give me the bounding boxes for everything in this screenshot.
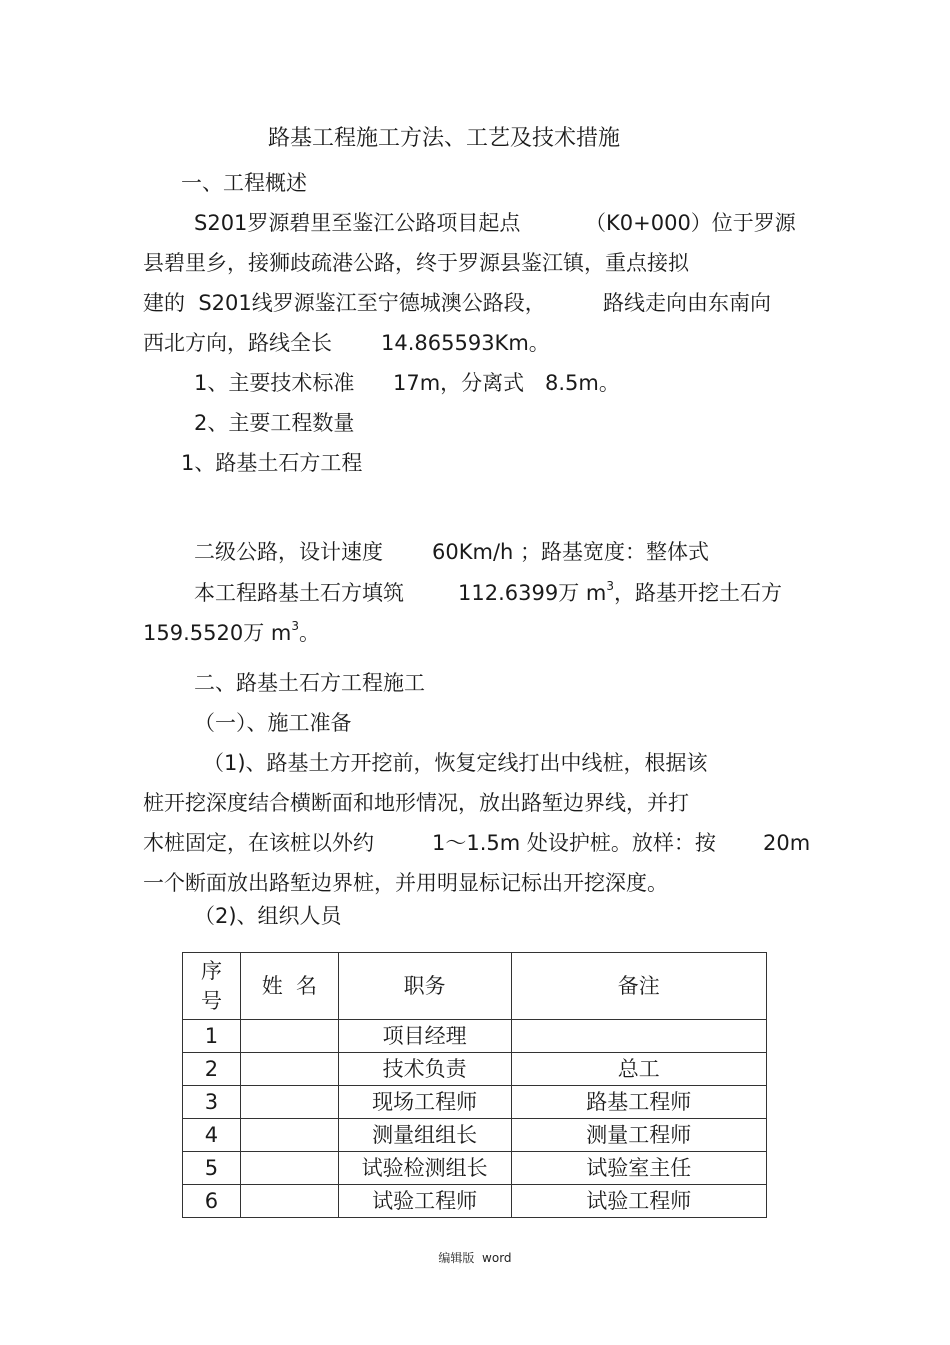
cell-role: 试验检测组长 bbox=[338, 1152, 511, 1185]
header-seq bbox=[183, 953, 241, 1020]
excavation-volume-value bbox=[143, 620, 320, 646]
road-class-detail: 60Km/h ；路基宽度：整体式 bbox=[432, 540, 710, 564]
overview-line-1b: （K0+000）位于罗源 bbox=[585, 211, 796, 235]
table-row bbox=[183, 1185, 767, 1218]
cell-name bbox=[240, 1053, 338, 1086]
cell-note bbox=[511, 1020, 767, 1053]
table-row bbox=[183, 1119, 767, 1152]
road-class-label: 二级公路，设计速度 bbox=[194, 540, 383, 564]
cell-note: 试验工程师 bbox=[511, 1185, 767, 1218]
header-name: 姓 名 bbox=[240, 953, 338, 1020]
excavation-label: ，路基开挖土石方 bbox=[613, 581, 782, 605]
cell-role: 测量组组长 bbox=[338, 1119, 511, 1152]
page-footer: 编辑版 word bbox=[438, 1251, 512, 1265]
table-row bbox=[183, 1053, 767, 1086]
cell-note: 试验室主任 bbox=[511, 1152, 767, 1185]
overview-line-4b: 14.865593Km。 bbox=[381, 331, 550, 355]
overview-line-2: 县碧里乡，接狮歧疏港公路，终于罗源县鉴江镇，重点接拟 bbox=[143, 251, 689, 275]
header-note: 备注 bbox=[511, 953, 767, 1020]
fill-volume-value bbox=[458, 580, 782, 606]
cell-seq: 2 bbox=[183, 1053, 241, 1086]
cell-name bbox=[240, 1185, 338, 1218]
table-header-row bbox=[183, 953, 767, 1020]
cell-name bbox=[240, 1020, 338, 1053]
technical-standard-separated: 8.5m。 bbox=[545, 371, 620, 395]
header-seq-2: 号 bbox=[200, 989, 222, 1013]
quantity-heading: 2、主要工程数量 bbox=[194, 411, 355, 435]
cell-seq: 6 bbox=[183, 1185, 241, 1218]
cell-role: 技术负责 bbox=[338, 1053, 511, 1086]
excavation-period: 。 bbox=[298, 621, 320, 645]
fill-volume-number: 112.6399万 m bbox=[458, 581, 607, 605]
step1-line-3a: 木桩固定，在该桩以外约 bbox=[143, 831, 374, 855]
fill-volume-unit-exponent: 3 bbox=[606, 579, 614, 593]
staff-table bbox=[182, 952, 767, 1218]
excavation-volume-number: 159.5520万 m bbox=[143, 621, 292, 645]
step1-line-4: 一个断面放出路堑边界桩，并用明显标记标出开挖深度。 bbox=[143, 871, 668, 895]
fill-volume-label: 本工程路基土石方填筑 bbox=[194, 581, 404, 605]
step1-line-1: （1)、路基土方开挖前，恢复定线打出中线桩，根据该 bbox=[203, 751, 708, 775]
cell-name bbox=[240, 1119, 338, 1152]
section-heading-earthwork: 二、路基土石方工程施工 bbox=[194, 671, 425, 695]
page-title: 路基工程施工方法、工艺及技术措施 bbox=[268, 126, 621, 151]
preparation-heading: （一）、施工准备 bbox=[194, 711, 352, 735]
technical-standard-width: 17m，分离式 bbox=[393, 371, 525, 395]
overview-line-4a: 西北方向，路线全长 bbox=[143, 331, 332, 355]
step2-heading: （2)、组织人员 bbox=[194, 904, 342, 928]
cell-seq: 4 bbox=[183, 1119, 241, 1152]
cell-note: 测量工程师 bbox=[511, 1119, 767, 1152]
header-role: 职务 bbox=[338, 953, 511, 1020]
cell-seq: 3 bbox=[183, 1086, 241, 1119]
step1-line-3c: 20m bbox=[763, 831, 811, 855]
cell-name bbox=[240, 1086, 338, 1119]
header-seq-1: 序 bbox=[200, 959, 222, 983]
overview-line-1a: S201罗源碧里至鉴江公路项目起点 bbox=[194, 211, 521, 235]
technical-standard-label: 1、主要技术标准 bbox=[194, 371, 355, 395]
excavation-unit-exponent: 3 bbox=[291, 619, 299, 633]
table-row bbox=[183, 1152, 767, 1185]
overview-line-3b: 路线走向由东南向 bbox=[603, 291, 771, 315]
cell-note: 总工 bbox=[511, 1053, 767, 1086]
cell-note: 路基工程师 bbox=[511, 1086, 767, 1119]
table-row bbox=[183, 1086, 767, 1119]
cell-seq: 1 bbox=[183, 1020, 241, 1053]
cell-role: 现场工程师 bbox=[338, 1086, 511, 1119]
section-heading-overview: 一、工程概述 bbox=[181, 171, 307, 195]
cell-seq: 5 bbox=[183, 1152, 241, 1185]
earthwork-heading: 1、路基土石方工程 bbox=[181, 451, 363, 475]
cell-name bbox=[240, 1152, 338, 1185]
overview-line-3a: 建的 S201线罗源鉴江至宁德城澳公路段， bbox=[143, 291, 546, 315]
step1-line-3b: 1～1.5m 处设护桩。放样：按 bbox=[432, 831, 716, 855]
cell-role: 项目经理 bbox=[338, 1020, 511, 1053]
step1-line-2: 桩开挖深度结合横断面和地形情况，放出路堑边界线，并打 bbox=[143, 791, 689, 815]
table-row bbox=[183, 1020, 767, 1053]
cell-role: 试验工程师 bbox=[338, 1185, 511, 1218]
